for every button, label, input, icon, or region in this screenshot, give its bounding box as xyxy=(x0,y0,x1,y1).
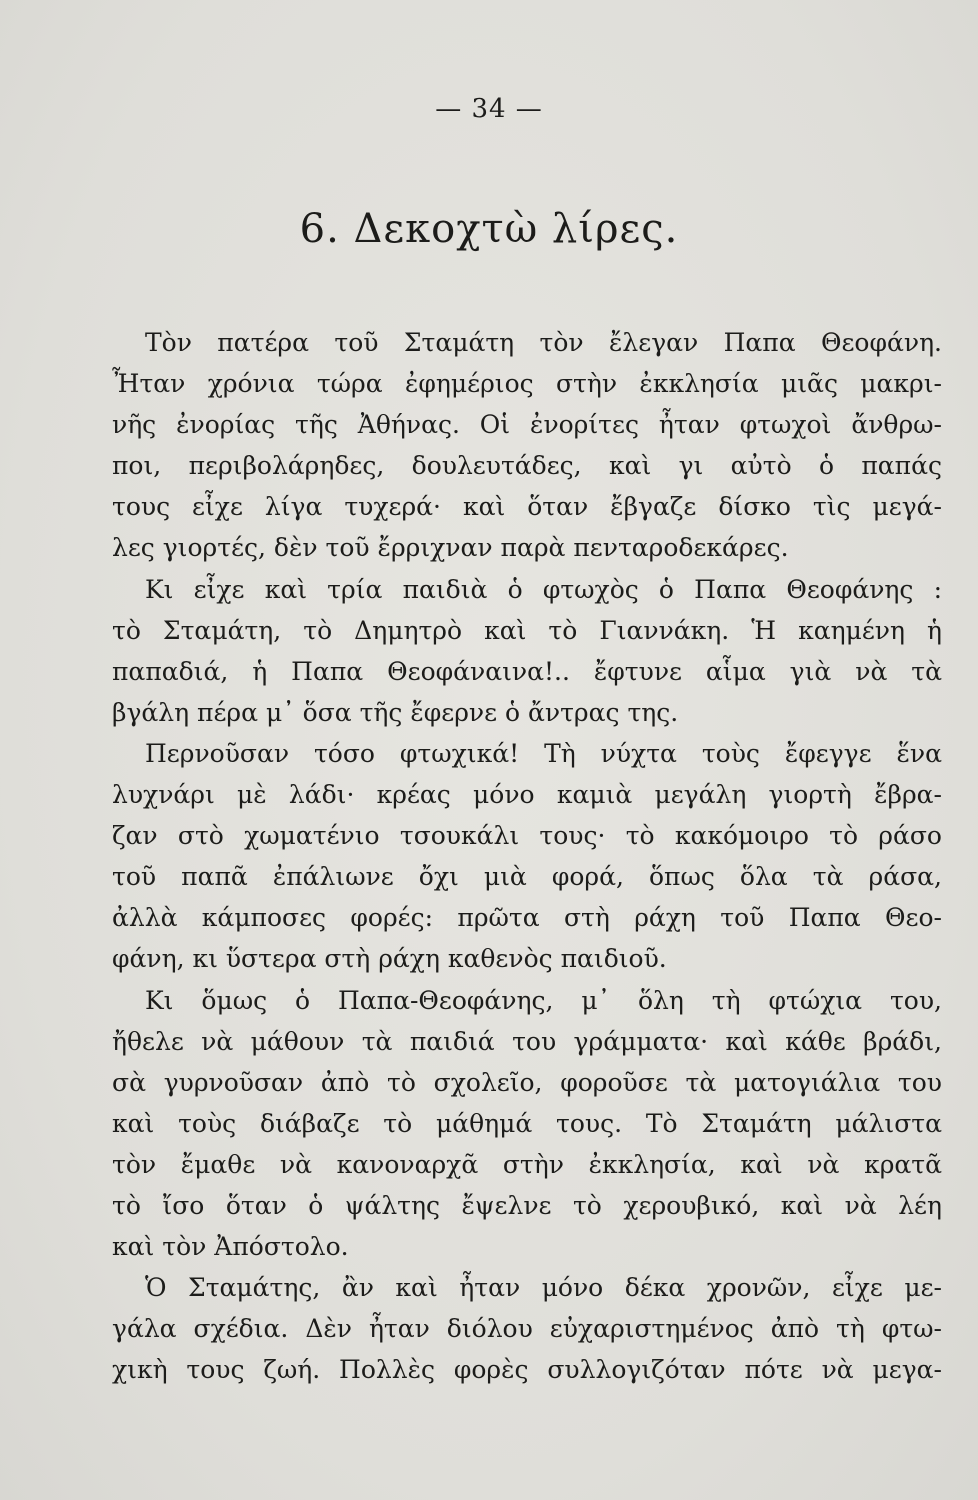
text-line: καὶ τοὺς διάβαζε τὸ μάθημά τους. Τὸ Σταμάτη μάλιστα xyxy=(112,1108,942,1138)
text-line: ζαν στὸ χωματένιο τσουκάλι τους· τὸ κακόμοιρο τὸ ράσο xyxy=(112,821,942,851)
text-line: βγάλη πέρα μ᾽ ὅσα τῆς ἔφερνε ὁ ἄντρας της. xyxy=(112,697,679,727)
text-line: τους εἶχε λίγα τυχερά· καὶ ὅταν ἔβγαζε δίσκο τὶς μεγά- xyxy=(112,492,942,522)
text-line: ἤθελε νὰ μάθουν τὰ παιδιά του γράμματα· καὶ κάθε βράδι, xyxy=(112,1026,942,1056)
text-line: ἀλλὰ κάμποσες φορές: πρῶτα στὴ ράχη τοῦ Παπα Θεο- xyxy=(112,903,942,933)
text-line: Ὁ Σταμάτης, ἂν καὶ ἦταν μόνο δέκα χρονῶν, εἶχε με- xyxy=(145,1273,942,1303)
text-line: Περνοῦσαν τόσο φτωχικά! Τὴ νύχτα τοὺς ἔφεγγε ἕνα xyxy=(145,738,942,768)
text-line: Τὸν πατέρα τοῦ Σταμάτη τὸν ἔλεγαν Παπα Θεοφάνη. xyxy=(145,328,942,357)
body-text xyxy=(112,322,942,1390)
text-line: νῆς ἐνορίας τῆς Ἀθήνας. Οἱ ἐνορίτες ἦταν φτωχοὶ ἄνθρω- xyxy=(112,410,942,440)
text-line: Κι εἶχε καὶ τρία παιδιὰ ὁ φτωχὸς ὁ Παπα Θεοφάνης : xyxy=(145,574,942,604)
text-line: καὶ τὸν Ἀπόστολο. xyxy=(112,1232,349,1262)
text-line: γάλα σχέδια. Δὲν ἦταν διόλου εὐχαριστημένος ἀπὸ τὴ φτω- xyxy=(112,1314,942,1344)
text-line: λυχνάρι μὲ λάδι· κρέας μόνο καμιὰ μεγάλη γιορτὴ ἔβρα- xyxy=(112,780,942,810)
text-line: παπαδιά, ἡ Παπα Θεοφάναινα!.. ἔφτυνε αἷμα γιὰ νὰ τὰ xyxy=(112,656,942,686)
text-line: λες γιορτές, δὲν τοῦ ἔρριχναν παρὰ πενταροδεκάρες. xyxy=(112,533,789,563)
text-line: τὸν ἔμαθε νὰ κανοναρχᾶ στὴν ἐκκλησία, καὶ νὰ κρατᾶ xyxy=(112,1149,942,1179)
text-line: ποι, περιβολάρηδες, δουλευτάδες, καὶ γι αὐτὸ ὁ παπάς xyxy=(112,451,942,481)
text-line: τὸ Σταμάτη, τὸ Δημητρὸ καὶ τὸ Γιαννάκη. Ἡ καημένη ἡ xyxy=(112,615,942,645)
text-line: Ἦταν χρόνια τώρα ἐφημέριος στὴν ἐκκλησία μιᾶς μακρι- xyxy=(112,369,942,399)
text-line: σὰ γυρνοῦσαν ἀπὸ τὸ σχολεῖο, φοροῦσε τὰ ματογιάλια του xyxy=(112,1067,942,1097)
chapter-title: 6. Δεκοχτὼ λίρες. xyxy=(299,206,679,252)
text-line: τοῦ παπᾶ ἐπάλιωνε ὄχι μιὰ φορά, ὅπως ὅλα τὰ ράσα, xyxy=(112,862,942,892)
text-line: φάνη, κι ὕστερα στὴ ράχη καθενὸς παιδιοῦ. xyxy=(112,944,667,974)
text-line: Κι ὅμως ὁ Παπα-Θεοφάνης, μ᾽ ὅλη τὴ φτώχια του, xyxy=(145,985,942,1015)
page-number: — 34 — xyxy=(435,94,543,124)
text-line: τὸ ἴσο ὅταν ὁ ψάλτης ἔψελνε τὸ χερουβικό, καὶ νὰ λέη xyxy=(112,1190,942,1220)
text-line: χικὴ τους ζωή. Πολλὲς φορὲς συλλογιζόταν πότε νὰ μεγα- xyxy=(112,1355,942,1385)
